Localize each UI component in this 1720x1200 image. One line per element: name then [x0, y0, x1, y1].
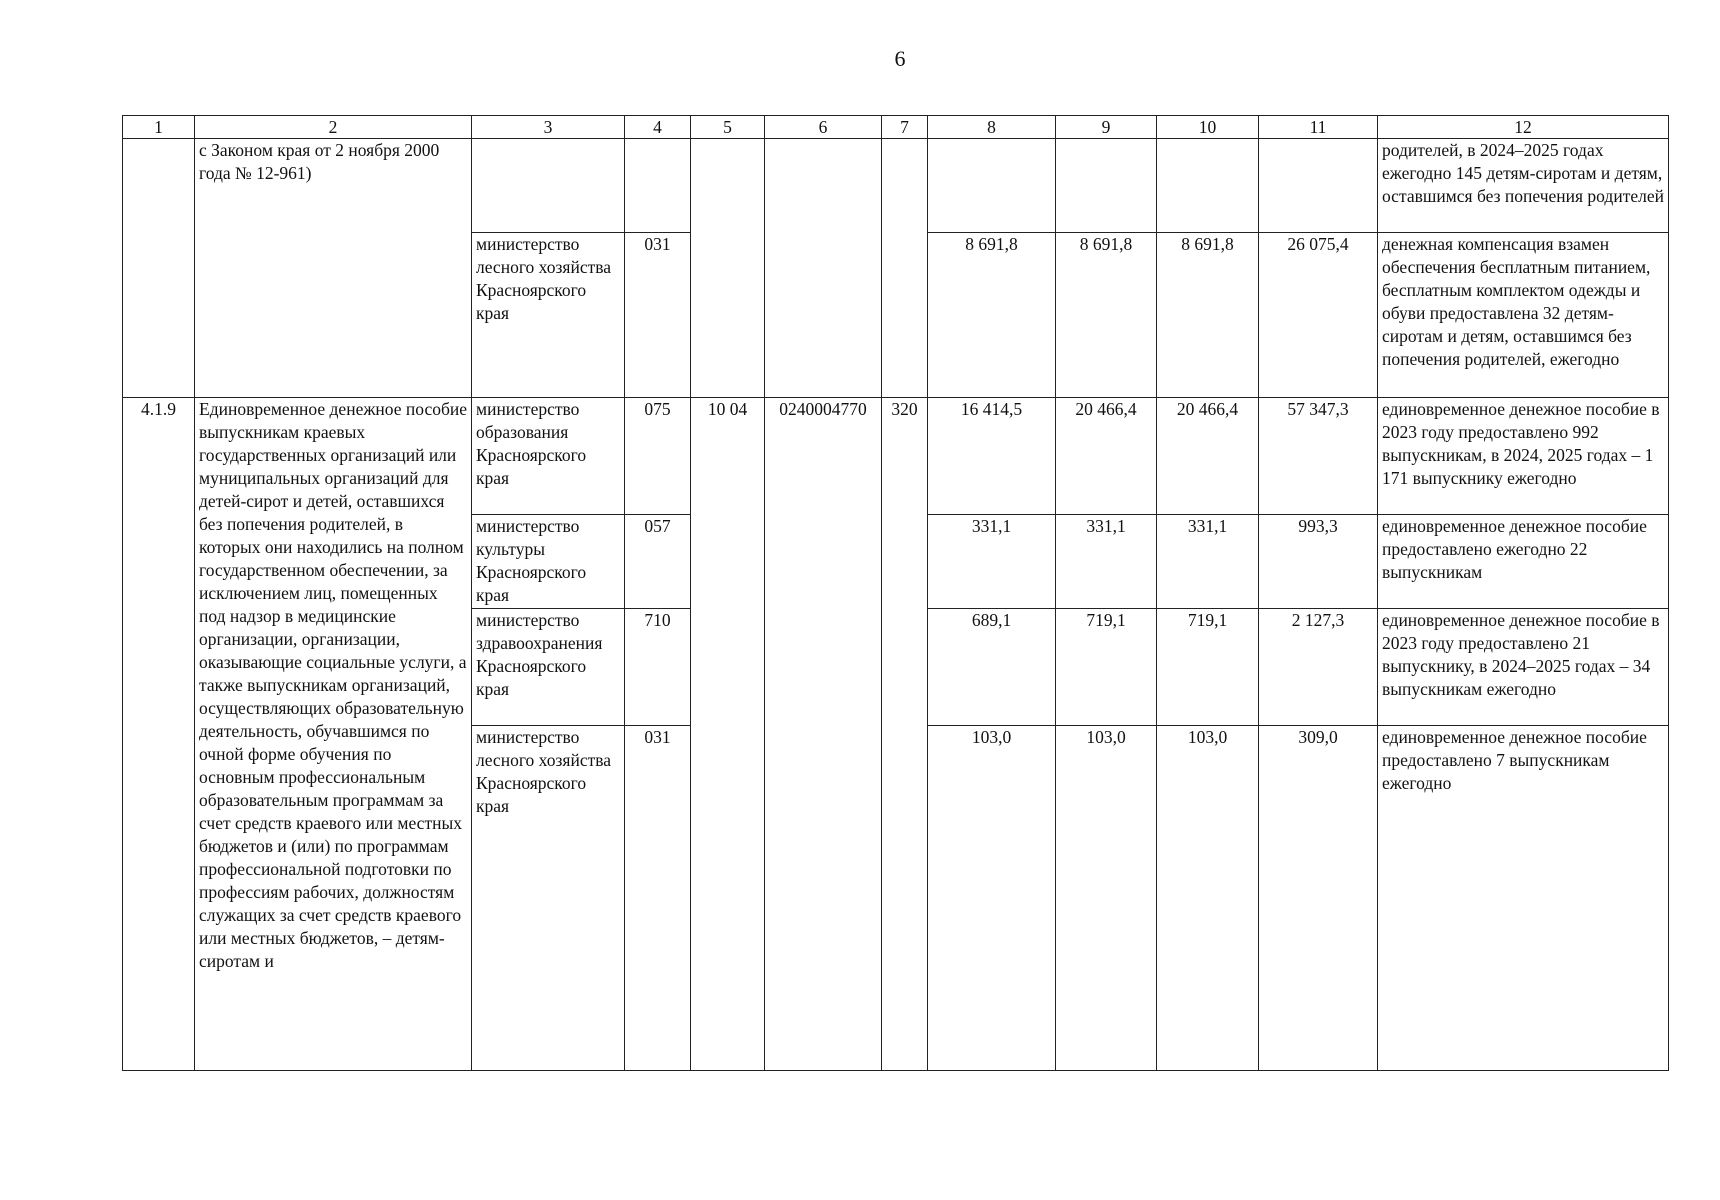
- cell-col4: 031: [625, 726, 691, 1071]
- cell-col8: 103,0: [928, 726, 1056, 1071]
- cell-col8: 8 691,8: [928, 233, 1056, 398]
- cell-col9: 331,1: [1056, 515, 1157, 609]
- cell-col7: 320: [882, 398, 928, 1071]
- cell-col8: 16 414,5: [928, 398, 1056, 515]
- cell-col4: 031: [625, 233, 691, 398]
- item-number: 4.1.9: [123, 398, 195, 1071]
- column-header: 6: [765, 116, 882, 139]
- column-header: 4: [625, 116, 691, 139]
- cell-col11: 26 075,4: [1259, 233, 1378, 398]
- table-row: [123, 398, 1669, 515]
- page-number: 6: [894, 46, 906, 71]
- column-header: 10: [1157, 116, 1259, 139]
- cell-col10: 8 691,8: [1157, 233, 1259, 398]
- cell-col11: [1259, 139, 1378, 233]
- column-header: 9: [1056, 116, 1157, 139]
- cell-col10: 719,1: [1157, 609, 1259, 726]
- column-header: 2: [195, 116, 472, 139]
- cell-col12: родителей, в 2024–2025 годах ежегодно 145 детям-сиротам и детям, оставшимся без попечения родителей: [1378, 139, 1669, 233]
- cell-col9: [1056, 139, 1157, 233]
- cell-col3: министерство лесного хозяйства Красноярского края: [472, 233, 625, 398]
- cell-col11: 57 347,3: [1259, 398, 1378, 515]
- cell-col10: 103,0: [1157, 726, 1259, 1071]
- cell-col12: единовременное денежное пособие предоставлено 7 выпускникам ежегодно: [1378, 726, 1669, 1071]
- table-row: [123, 139, 1669, 233]
- column-header: 5: [691, 116, 765, 139]
- cell-col10: 20 466,4: [1157, 398, 1259, 515]
- cell-col9: 719,1: [1056, 609, 1157, 726]
- cell-col10: 331,1: [1157, 515, 1259, 609]
- cell-col8: 689,1: [928, 609, 1056, 726]
- cell-col8: [928, 139, 1056, 233]
- column-header: 8: [928, 116, 1056, 139]
- cell-col11: 2 127,3: [1259, 609, 1378, 726]
- column-header: 1: [123, 116, 195, 139]
- cell-col12: единовременное денежное пособие в 2023 году предоставлено 21 выпускнику, в 2024–2025 годах – 34 выпускникам ежегодно: [1378, 609, 1669, 726]
- program-table: [122, 115, 1669, 1071]
- cell-col12: денежная компенсация взамен обеспечения бесплатным питанием, бесплатным комплектом одежды и обуви предоставлена 32 детям-сиротам и детям, оставшимся без попечения родителей, ежегодно: [1378, 233, 1669, 398]
- cell-col9: 103,0: [1056, 726, 1157, 1071]
- cell-col9: 8 691,8: [1056, 233, 1157, 398]
- cell-col5: [691, 139, 765, 398]
- cell-col4: [625, 139, 691, 233]
- cell-col3: министерство культуры Красноярского края: [472, 515, 625, 609]
- cell-col2: с Законом края от 2 ноября 2000 года № 12-961): [195, 139, 472, 398]
- column-header: 12: [1378, 116, 1669, 139]
- column-header: 3: [472, 116, 625, 139]
- cell-col12: единовременное денежное пособие предоставлено ежегодно 22 выпускникам: [1378, 515, 1669, 609]
- item-description: Единовременное денежное пособие выпускникам краевых государственных организаций или муниципальных организаций для детей-сирот и детей, оставшихся без попечения родителей, в которых они находились на полном государственном обеспечении, за исключением лиц, помещенных под надзор в медицинские организации, организации, оказывающие социальные услуги, а также выпускникам организаций, осуществляющих образовательную деятельность, обучавшимся по очной форме обучения по основным профессиональным образовательным программам за счет средств краевого или местных бюджетов и (или) по программам профессиональной подготовки по профессиям рабочих, должностям служащих за счет средств краевого или местных бюджетов, – детям-сиротам и: [195, 398, 472, 1071]
- cell-col7: [882, 139, 928, 398]
- cell-col3: министерство здравоохранения Красноярского края: [472, 609, 625, 726]
- cell-col8: 331,1: [928, 515, 1056, 609]
- cell-col4: 057: [625, 515, 691, 609]
- cell-col11: 309,0: [1259, 726, 1378, 1071]
- cell-col6: 0240004770: [765, 398, 882, 1071]
- cell-col3: министерство лесного хозяйства Красноярского края: [472, 726, 625, 1071]
- cell-col4: 075: [625, 398, 691, 515]
- cell-col9: 20 466,4: [1056, 398, 1157, 515]
- cell-col3: [472, 139, 625, 233]
- cell-col12: единовременное денежное пособие в 2023 году предоставлено 992 выпускникам, в 2024, 2025 годах – 1 171 выпускнику ежегодно: [1378, 398, 1669, 515]
- column-number-row: [123, 116, 1669, 139]
- cell-col11: 993,3: [1259, 515, 1378, 609]
- column-header: 7: [882, 116, 928, 139]
- cell-col5: 10 04: [691, 398, 765, 1071]
- cell-col1: [123, 139, 195, 398]
- cell-col6: [765, 139, 882, 398]
- column-header: 11: [1259, 116, 1378, 139]
- cell-col10: [1157, 139, 1259, 233]
- cell-col4: 710: [625, 609, 691, 726]
- cell-col3: министерство образования Красноярского края: [472, 398, 625, 515]
